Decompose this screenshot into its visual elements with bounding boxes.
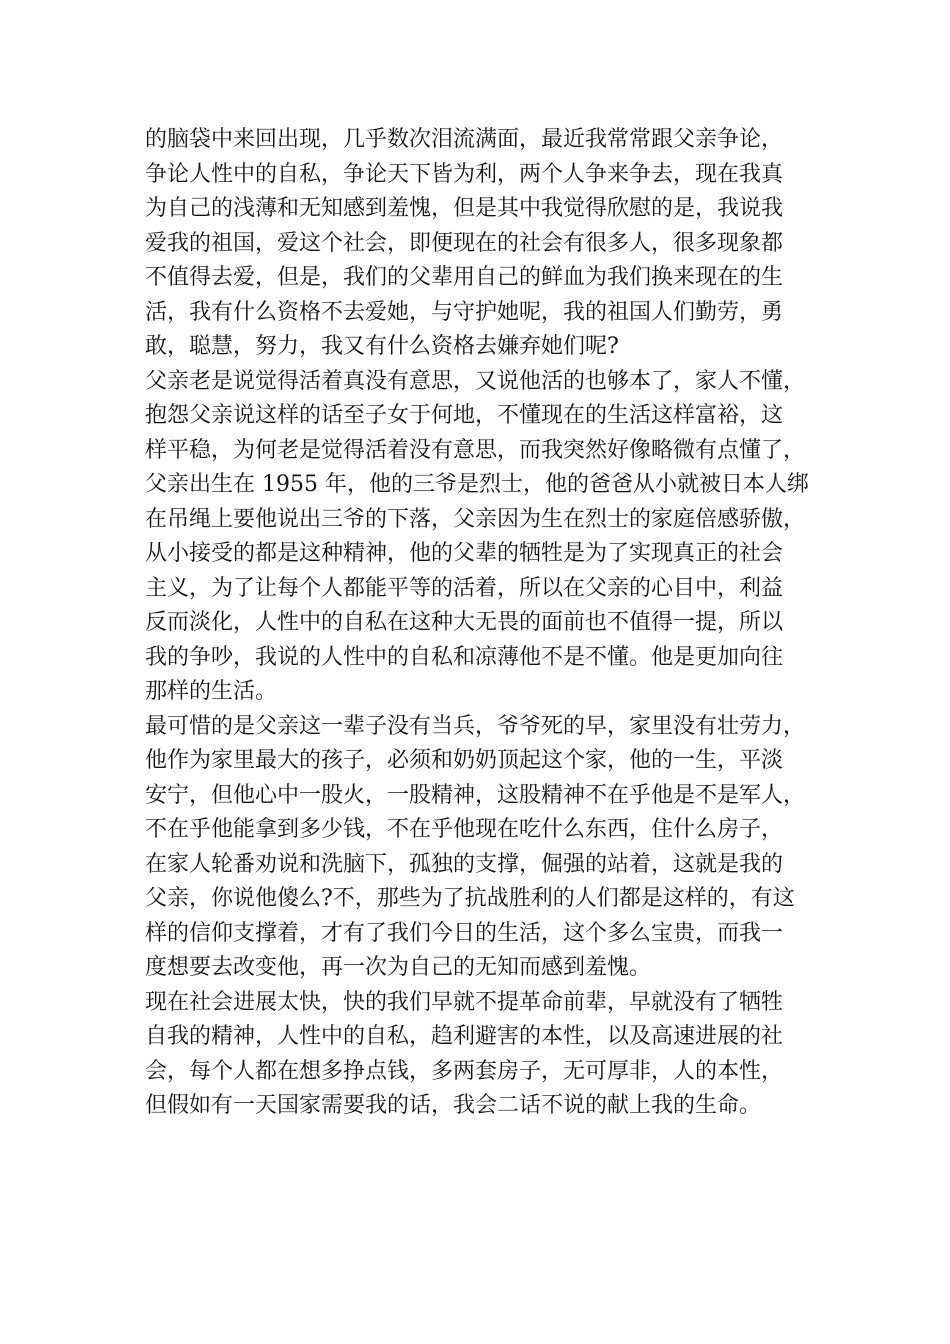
text-line: 样平稳，为何老是觉得活着没有意思，而我突然好像略微有点懂了，	[145, 437, 806, 463]
text-line: 安宁，但他心中一股火，一股精神，这股精神不在乎他是不是军人，	[145, 782, 806, 808]
text-line: 我的争吵，我说的人性中的自私和凉薄他不是不懂。他是更加向往	[145, 644, 784, 670]
text-line: 反而淡化，人性中的自私在这种大无畏的面前也不值得一提，所以	[145, 610, 784, 635]
text-line: 在吊绳上要他说出三爷的下落，父亲因为生在烈士的家庭倍感骄傲，	[145, 506, 806, 532]
text-line: 父亲，你说他傻么?不，那些为了抗战胜利的人们都是这样的，有这	[145, 886, 795, 911]
text-line: 在家人轮番劝说和洗脑下，孤独的支撑，倔强的站着，这就是我的	[145, 851, 784, 877]
text-line: 最可惜的是父亲这一辈子没有当兵，爷爷死的早，家里没有壮劳力，	[145, 713, 806, 739]
text-line: 父亲老是说觉得活着真没有意思，又说他活的也够本了，家人不懂，	[145, 368, 806, 394]
text-line: 样的信仰支撑着，才有了我们今日的生活，这个多么宝贵，而我一	[145, 920, 784, 946]
text-line: 但假如有一天国家需要我的话，我会二话不说的献上我的生命。	[145, 1093, 762, 1118]
text-line: 不在乎他能拿到多少钱，不在乎他现在吃什么东西，住什么房子，	[145, 817, 784, 842]
text-line: 抱怨父亲说这样的话至子女于何地，不懂现在的生活这样富裕，这	[145, 403, 784, 428]
text-line: 现在社会进展太快，快的我们早就不提革命前辈，早就没有了牺牲	[145, 989, 784, 1015]
text-line: 主义，为了让每个人都能平等的活着，所以在父亲的心目中，利益	[145, 575, 784, 601]
text-line: 从小接受的都是这种精神，他的父辈的牺牲是为了实现真正的社会	[145, 541, 784, 566]
text-line: 父亲出生在 1955 年，他的三爷是烈士，他的爸爸从小就被日本人绑	[145, 472, 809, 497]
text-line: 自我的精神，人性中的自私，趋利避害的本性，以及高速进展的社	[145, 1024, 784, 1049]
text-line: 敢，聪慧，努力，我又有什么资格去嫌弃她们呢?	[145, 334, 619, 359]
body-text	[145, 123, 825, 1124]
text-line: 的脑袋中来回出现，几乎数次泪流满面，最近我常常跟父亲争论，	[145, 127, 784, 152]
text-line: 会，每个人都在想多挣点钱，多两套房子，无可厚非，人的本性，	[145, 1058, 784, 1084]
text-line: 活，我有什么资格不去爱她，与守护她呢，我的祖国人们勤劳，勇	[145, 299, 784, 325]
text-line: 他作为家里最大的孩子，必须和奶奶顶起这个家，他的一生，平淡	[145, 748, 784, 773]
text-line: 不值得去爱，但是，我们的父辈用自己的鲜血为我们换来现在的生	[145, 265, 784, 290]
text-line: 争论人性中的自私，争论天下皆为利，两个人争来争去，现在我真	[145, 161, 784, 187]
text-line: 为自己的浅薄和无知感到羞愧，但是其中我觉得欣慰的是，我说我	[145, 196, 784, 221]
text-line: 那样的生活。	[145, 679, 278, 704]
text-line: 爱我的祖国，爱这个社会，即便现在的社会有很多人，很多现象都	[145, 230, 784, 256]
text-line: 度想要去改变他，再一次为自己的无知而感到羞愧。	[145, 955, 652, 980]
